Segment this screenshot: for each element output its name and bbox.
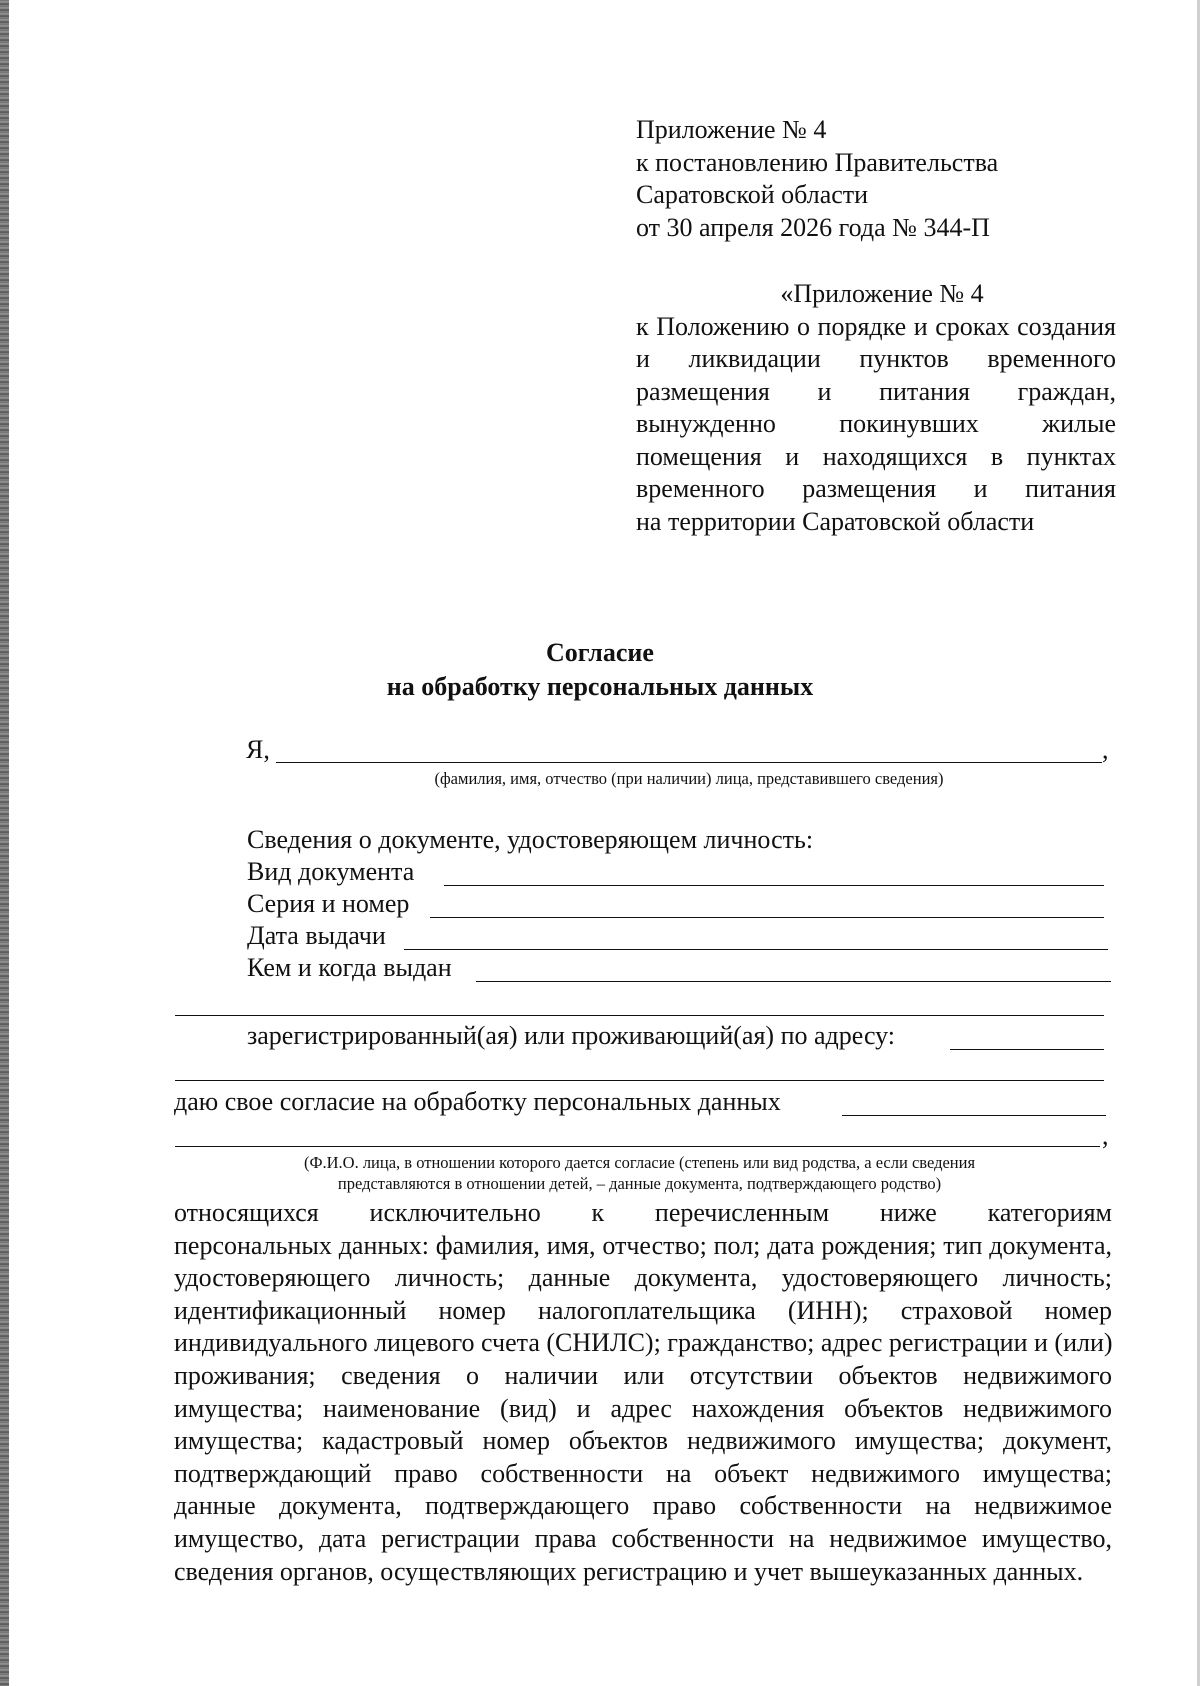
consent-subject-field[interactable] — [842, 1115, 1106, 1116]
issued-by-continuation-field[interactable] — [175, 1015, 1104, 1016]
body-line: имущества; кадастровый номер объектов недвижимого имущества; документ, — [174, 1426, 1112, 1456]
identity-document-header: Сведения о документе, удостоверяющем личность: — [247, 825, 814, 854]
consent-subject-hint-continued: представляются в отношении детей, – данные документа, подтверждающего родство) — [337, 1174, 942, 1193]
consent-subject-hint: (Ф.И.О. лица, в отношении которого дается согласие (степень или вид родства, а если сведения — [303, 1153, 976, 1172]
regulation-line: размещения и питания граждан, — [636, 376, 1116, 406]
body-line: идентификационный номер налогоплательщика (ИНН); страховой номер — [174, 1295, 1112, 1325]
body-line: удостоверяющего личность; данные документа, удостоверяющего личность; — [174, 1263, 1112, 1293]
body-line: относящихся исключительно к перечисленным ниже категориям — [174, 1198, 1112, 1227]
body-line: персональных данных: фамилия, имя, отчество; пол; дата рождения; тип документа, — [174, 1230, 1112, 1260]
regulation-line: помещения и находящихся в пунктах — [636, 441, 1116, 471]
regulation-line: вынужденно покинувших жилые — [636, 409, 1116, 438]
personal-data-categories — [174, 1197, 1112, 1588]
regulation-heading: «Приложение № 4 — [780, 279, 984, 308]
body-line: подтверждающий право собственности на объект недвижимого имущества; — [174, 1458, 1112, 1488]
body-line: проживания; сведения о наличии или отсутствии объектов недвижимого — [174, 1360, 1112, 1390]
body-line: данные документа, подтверждающего право собственности на недвижимое — [174, 1491, 1112, 1521]
regulation-line: и ликвидации пунктов временного — [636, 344, 1116, 373]
issue-date-field[interactable] — [404, 949, 1108, 950]
document-subtitle: на обработку персональных данных — [386, 672, 814, 701]
regulation-line: временного размещения и питания — [636, 474, 1116, 503]
consent-comma: , — [1102, 1121, 1109, 1150]
issued-by-field[interactable] — [476, 981, 1111, 982]
regulation-reference — [636, 278, 1116, 538]
document-type-label: Вид документа — [247, 857, 415, 886]
issued-by-label: Кем и когда выдан — [247, 953, 452, 982]
resolution-line: Приложение № 4 — [636, 115, 827, 144]
document-type-field[interactable] — [444, 885, 1104, 886]
series-number-label: Серия и номер — [247, 889, 410, 918]
issue-date-label: Дата выдачи — [247, 921, 386, 950]
full-name-hint: (фамилия, имя, отчество (при наличии) лица, представившего сведения) — [434, 769, 944, 788]
scan-left-edge — [0, 0, 9, 1686]
name-comma: , — [1102, 735, 1109, 764]
consent-subject-continuation-field[interactable] — [175, 1146, 1100, 1147]
series-number-field[interactable] — [430, 917, 1104, 918]
body-line: имущество, дата регистрации права собственности на недвижимое имущество, — [174, 1523, 1112, 1553]
regulation-line: к Положению о порядке и сроках создания — [636, 311, 1116, 341]
address-label: зарегистрированный(ая) или проживающий(ая) по адресу: — [247, 1021, 896, 1050]
consent-label: даю свое согласие на обработку персональных данных — [174, 1087, 781, 1116]
resolution-line: к постановлению Правительства — [636, 147, 999, 177]
i-label: Я, — [246, 735, 270, 764]
body-line: индивидуального лицевого счета (СНИЛС); гражданство; адрес регистрации и (или) — [174, 1328, 1113, 1358]
regulation-line: на территории Саратовской области — [636, 506, 1035, 536]
resolution-line: от 30 апреля 2026 года № 344-П — [636, 212, 990, 242]
resolution-line: Саратовской области — [636, 180, 869, 209]
resolution-reference — [636, 114, 1116, 244]
address-continuation-field[interactable] — [175, 1080, 1104, 1081]
full-name-field[interactable] — [276, 762, 1102, 763]
body-line: сведения органов, осуществляющих регистрацию и учет вышеуказанных данных. — [174, 1556, 1084, 1586]
address-field[interactable] — [950, 1049, 1104, 1050]
body-line: имущества; наименование (вид) и адрес нахождения объектов недвижимого — [174, 1393, 1112, 1423]
document-title: Согласие — [546, 638, 654, 667]
